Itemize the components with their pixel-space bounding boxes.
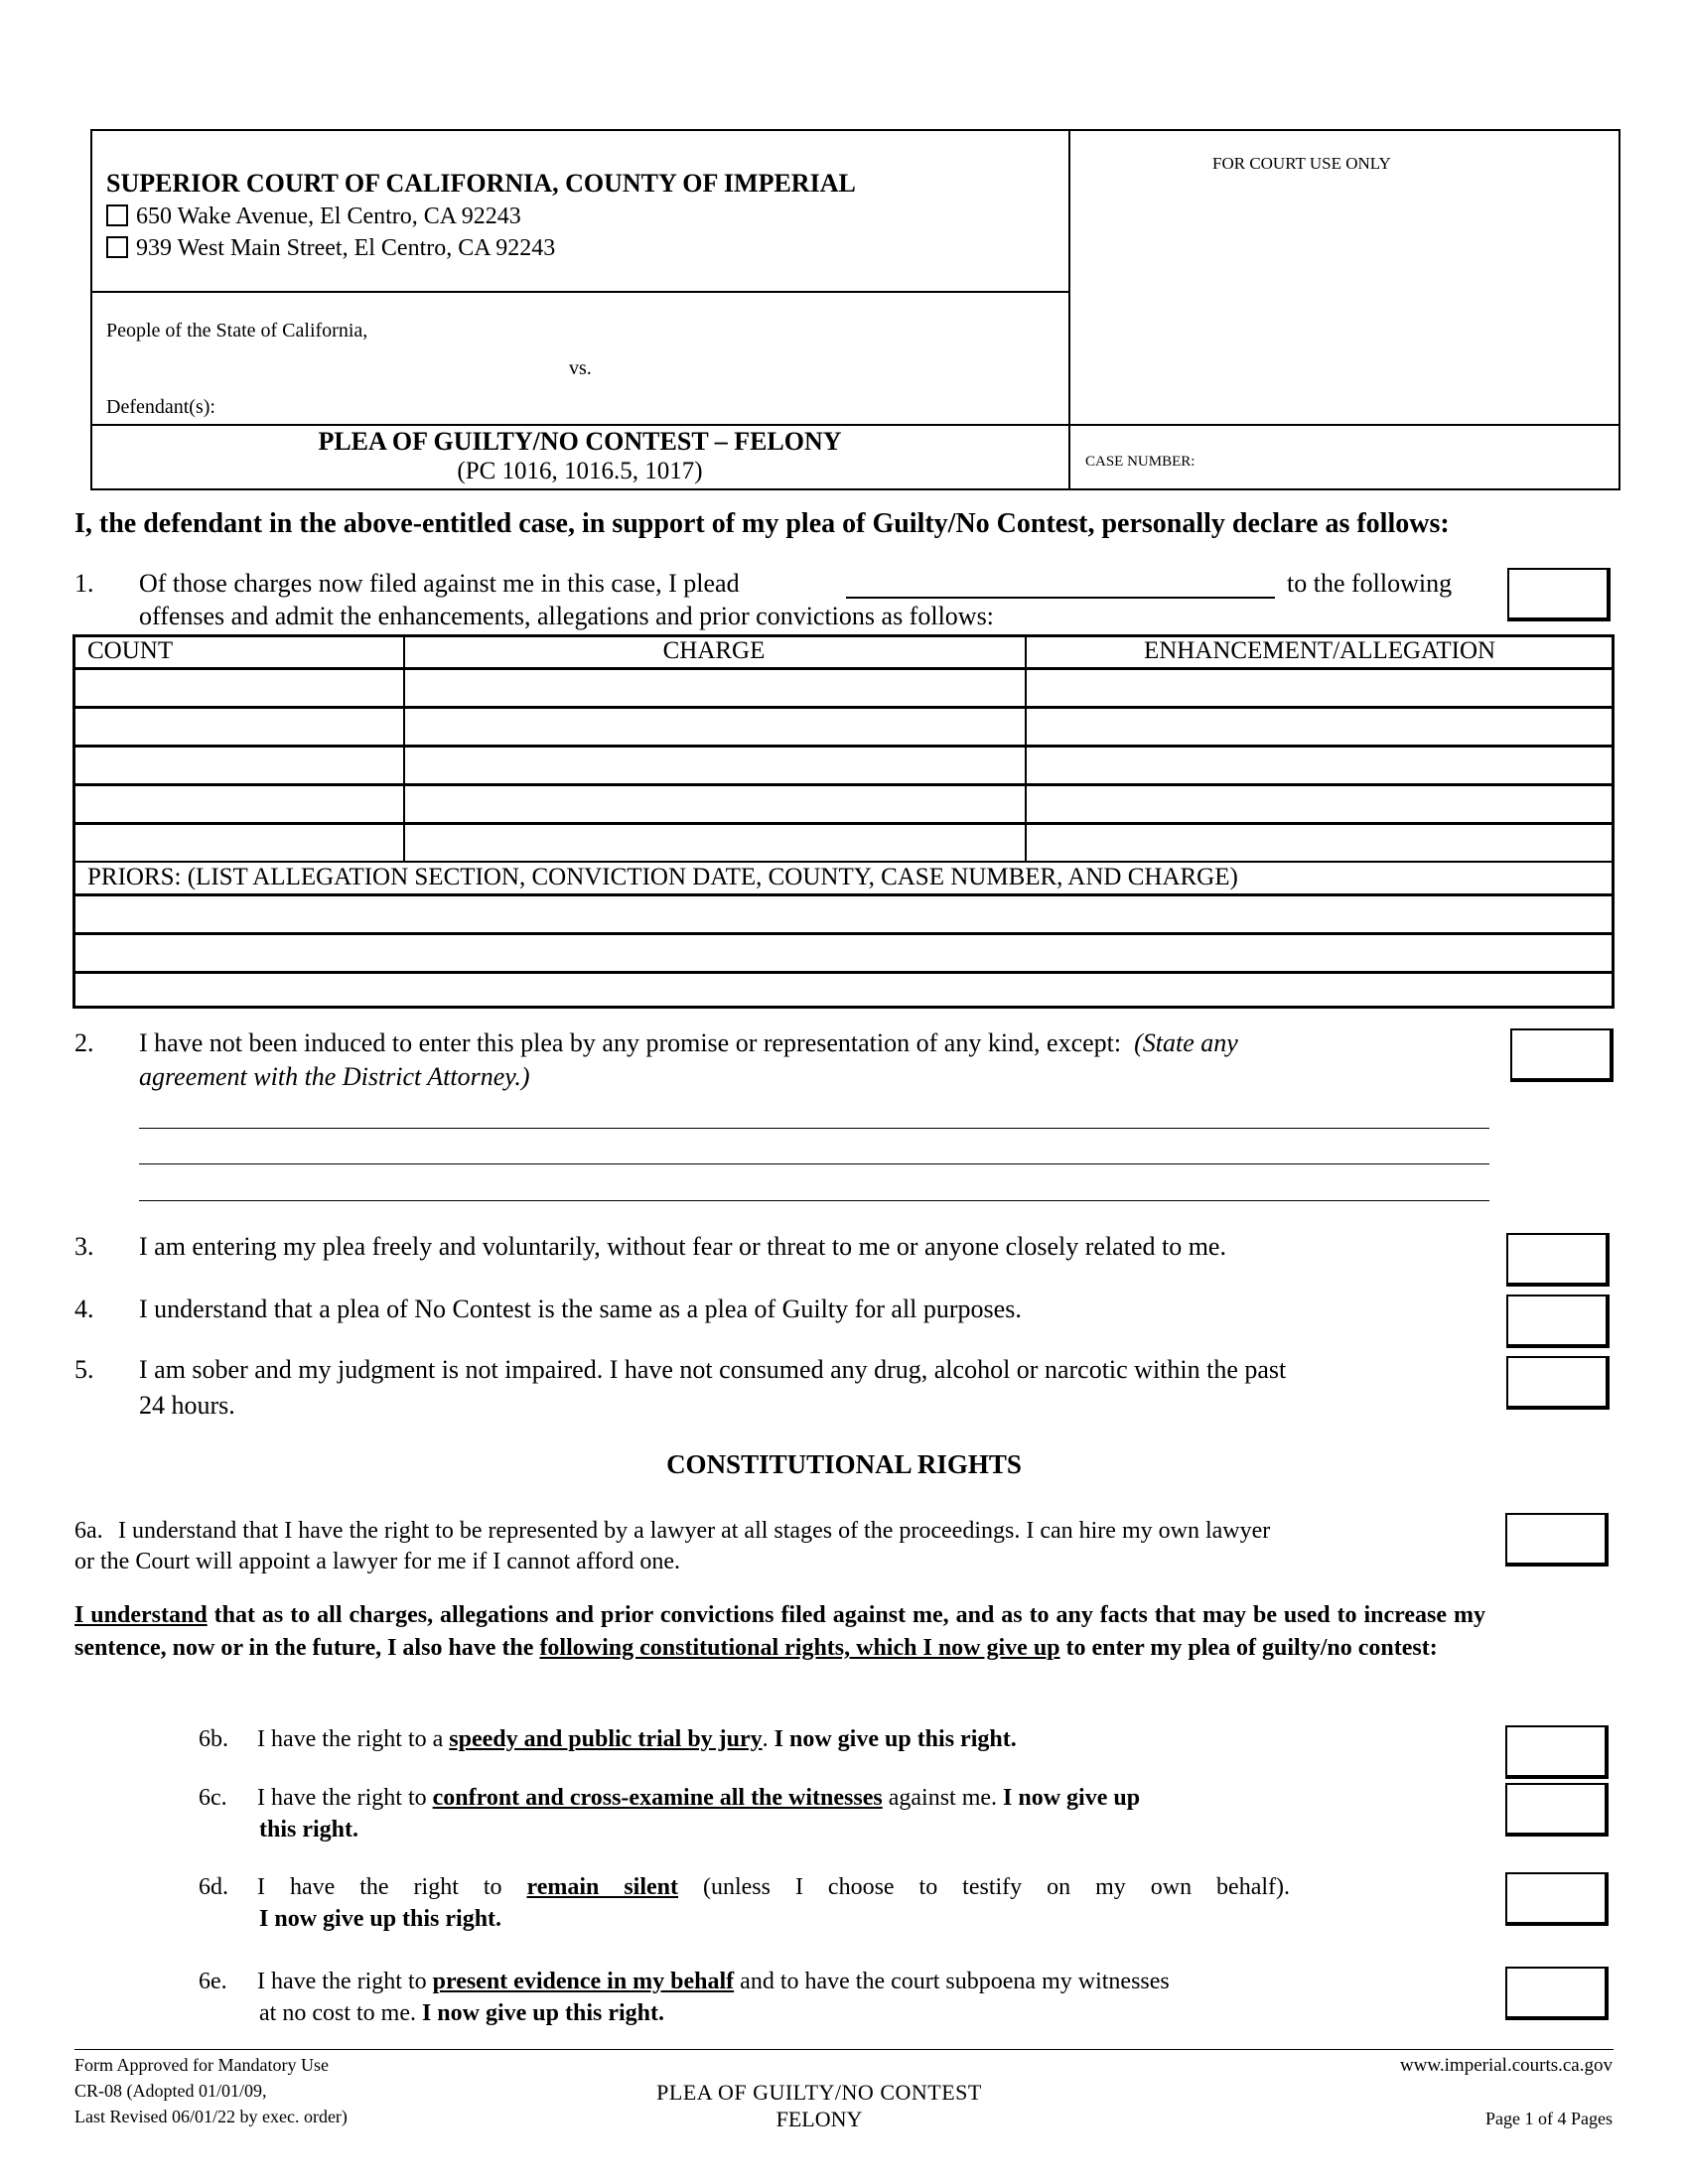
item-6d-number: 6d. <box>199 1874 228 1900</box>
item-2-number: 2. <box>74 1028 94 1057</box>
caption-rule-1 <box>90 291 1069 293</box>
table-row-line <box>72 745 1615 748</box>
footer-page: Page 1 of 4 Pages <box>1485 2109 1613 2128</box>
item-6d-initial-box[interactable] <box>1505 1872 1609 1926</box>
item-6b-initial-box[interactable] <box>1505 1725 1609 1779</box>
item-3-text: I am entering my plea freely and voluntarily, without fear or threat to me or anyone closely related to me. <box>139 1232 1226 1261</box>
item-6b-number: 6b. <box>199 1726 228 1752</box>
item-6c-text: I have the right to confront and cross-examine all the witnesses against me. I now give up <box>257 1785 1141 1811</box>
plea-blank-line[interactable] <box>846 597 1275 599</box>
table-row-line <box>72 971 1615 974</box>
item-1-number: 1. <box>74 569 94 598</box>
footer-form-id: CR-08 (Adopted 01/01/09, <box>74 2081 267 2101</box>
court-address-1: 650 Wake Avenue, El Centro, CA 92243 <box>106 202 521 232</box>
item-6a-text: I understand that I have the right to be represented by a lawyer at all stages of the proceedings. I can hire my own lawyer <box>118 1518 1271 1544</box>
section-title: CONSTITUTIONAL RIGHTS <box>666 1449 1022 1479</box>
item-5-number: 5. <box>74 1355 94 1384</box>
item-6e-text: I have the right to present evidence in my behalf and to have the court subpoena my witnesses <box>257 1969 1170 1994</box>
header-charge: CHARGE <box>662 637 766 664</box>
form-citation: (PC 1016, 1016.5, 1017) <box>457 458 703 484</box>
header-enhancement: ENHANCEMENT/ALLEGATION <box>1143 637 1496 664</box>
item-6e-line2: at no cost to me. I now give up this right. <box>259 2000 665 2026</box>
footer-website[interactable]: www.imperial.courts.ca.gov <box>1399 2055 1613 2076</box>
item-6b-text: I have the right to a speedy and public trial by jury. I now give up this right. <box>257 1726 1017 1752</box>
table-row-line <box>72 861 1615 863</box>
table-row-line <box>72 667 1615 670</box>
item-6d-waiver: I now give up this right. <box>259 1906 502 1932</box>
header-count: COUNT <box>87 637 174 664</box>
item-6a-text-b: or the Court will appoint a lawyer for me if I cannot afford one. <box>74 1549 681 1574</box>
caption-rule-2 <box>90 424 1620 426</box>
item-1-text-a: Of those charges now filed against me in this case, I plead <box>139 569 740 598</box>
court-address-2: 939 West Main Street, El Centro, CA 92243 <box>106 233 555 264</box>
item-1-initial-box[interactable] <box>1507 568 1611 621</box>
item-3-initial-box[interactable] <box>1506 1233 1610 1287</box>
rights-intro: I understand that as to all charges, allegations and prior convictions filed against me, and as to any facts that may be used to increase my sentence, now or in the future, I also have the following constitutional rights, which I now give up to enter my plea of guilty/no contest: <box>74 1602 1485 1661</box>
table-row-line <box>72 932 1615 935</box>
item-6d-text: I have the right to remain silent (unless I choose to testify on my own behalf). <box>257 1874 1291 1900</box>
item-5-initial-box[interactable] <box>1506 1356 1610 1410</box>
footer-rule <box>74 2049 1614 2050</box>
item-4-text: I understand that a plea of No Contest is the same as a plea of Guilty for all purposes. <box>139 1295 1022 1323</box>
vs-label: vs. <box>569 357 592 379</box>
agreement-line-3[interactable] <box>139 1200 1489 1201</box>
court-name: SUPERIOR COURT OF CALIFORNIA, COUNTY OF IMPERIAL <box>106 169 856 198</box>
defendant-label: Defendant(s): <box>106 396 215 418</box>
address-2-checkbox[interactable] <box>106 236 128 258</box>
item-6c-initial-box[interactable] <box>1505 1783 1609 1837</box>
item-6c-waiver-b: this right. <box>259 1817 359 1843</box>
footer-approval: Form Approved for Mandatory Use <box>74 2055 329 2075</box>
priors-header: PRIORS: (LIST ALLEGATION SECTION, CONVICTION DATE, COUNTY, CASE NUMBER, AND CHARGE) <box>87 864 1238 890</box>
item-6c-number: 6c. <box>199 1785 227 1811</box>
item-2-text: I have not been induced to enter this plea by any promise or representation of any kind, except: (State any <box>139 1028 1238 1057</box>
address-1-checkbox[interactable] <box>106 205 128 226</box>
case-number-label: CASE NUMBER: <box>1085 454 1196 470</box>
table-row-line <box>72 822 1615 825</box>
people-label: People of the State of California, <box>106 320 368 341</box>
item-6a-initial-box[interactable] <box>1505 1513 1609 1567</box>
agreement-line-2[interactable] <box>139 1163 1489 1164</box>
item-4-number: 4. <box>74 1295 94 1323</box>
table-row-line <box>72 893 1615 896</box>
item-3-number: 3. <box>74 1232 94 1261</box>
footer-title-a: PLEA OF GUILTY/NO CONTEST <box>656 2080 982 2105</box>
item-6e-initial-box[interactable] <box>1505 1967 1609 2020</box>
agreement-line-1[interactable] <box>139 1128 1489 1129</box>
table-row-line <box>72 706 1615 709</box>
item-4-initial-box[interactable] <box>1506 1295 1610 1348</box>
declaration-intro: I, the defendant in the above-entitled case, in support of my plea of Guilty/No Contest, personally declare as follows: <box>74 508 1450 539</box>
item-5-text-b: 24 hours. <box>139 1391 235 1420</box>
form-title: PLEA OF GUILTY/NO CONTEST – FELONY <box>318 427 842 456</box>
item-6a-number: 6a. <box>74 1518 103 1544</box>
item-6e-number: 6e. <box>199 1969 227 1994</box>
court-use-label: FOR COURT USE ONLY <box>1212 154 1391 173</box>
footer-title-b: FELONY <box>775 2107 863 2131</box>
item-1-text-c: offenses and admit the enhancements, allegations and prior convictions as follows: <box>139 602 994 630</box>
item-2-instruction: agreement with the District Attorney.) <box>139 1062 530 1091</box>
item-1-text-b: to the following <box>1287 569 1453 598</box>
item-5-text: I am sober and my judgment is not impaired. I have not consumed any drug, alcohol or narcotic within the past <box>139 1355 1287 1384</box>
item-2-initial-box[interactable] <box>1510 1028 1614 1082</box>
table-row-line <box>72 783 1615 786</box>
footer-revised: Last Revised 06/01/22 by exec. order) <box>74 2107 348 2126</box>
